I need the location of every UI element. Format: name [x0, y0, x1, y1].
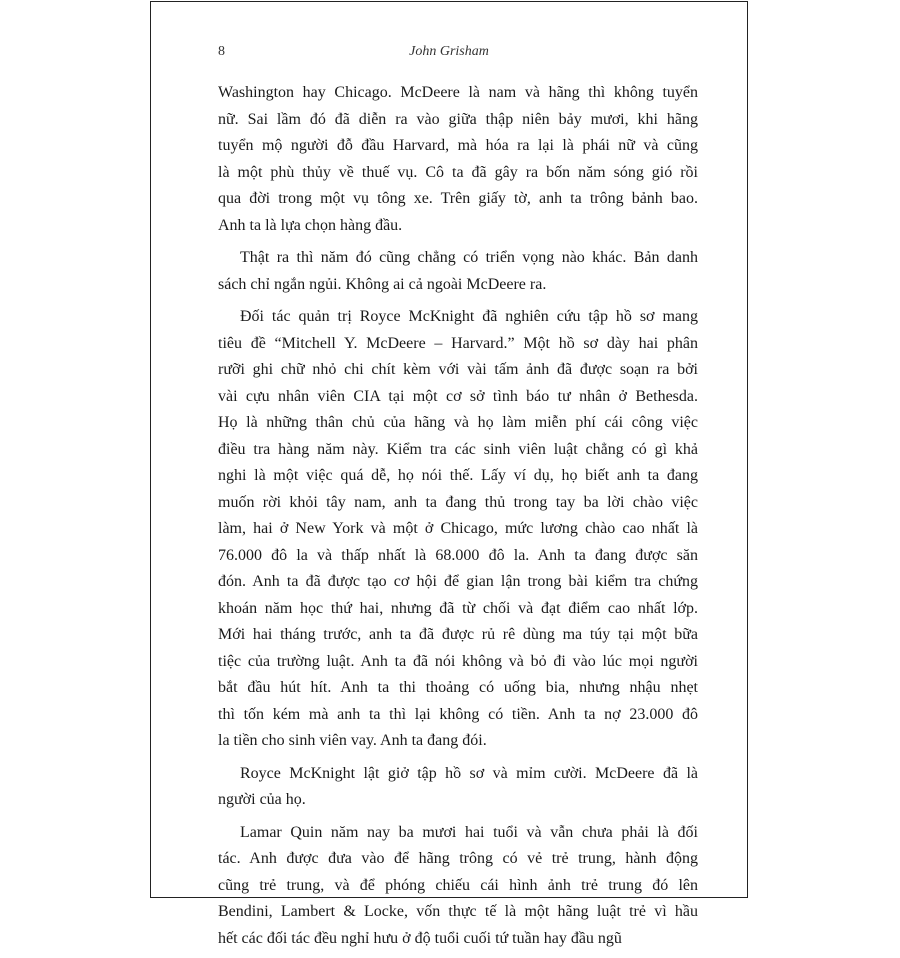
text-line: Đối tác quản trị Royce McKnight đã nghiên cứu tập hồ sơ mang — [240, 308, 698, 325]
paragraph — [218, 80, 698, 239]
text-line: thì tốn kém mà anh ta thì lại không có tiền. Anh ta nợ 23.000 đô — [218, 705, 698, 723]
text-line: nghi là một việc quá dễ, họ nói thế. Lấy ví dụ, họ biết anh ta đang — [218, 467, 698, 484]
book-author: John Grisham — [409, 44, 489, 59]
text-line: tiêu đề “Mitchell Y. McDeere – Harvard.” Một hồ sơ dày hai phân — [218, 334, 698, 352]
text-line: là một phù thủy về thuế vụ. Cô ta đã gây ra bốn năm sóng gió rồi — [218, 163, 698, 181]
text-line: Họ là những thân chủ của hãng và họ làm miễn phí cái công việc — [218, 414, 698, 431]
text-line: la tiền cho sinh viên vay. Anh ta đang đói. — [218, 732, 487, 749]
text-line: sách chỉ ngắn ngủi. Không ai cả ngoài McDeere ra. — [218, 275, 547, 293]
text-line: Thật ra thì năm đó cũng chẳng có triển vọng nào khác. Bản danh — [240, 249, 698, 266]
text-line: làm, hai ở New York và một ở Chicago, mức lương chào cao nhất là — [218, 520, 698, 537]
text-line: đón. Anh ta đã được tạo cơ hội để gian lận trong bài kiểm tra chứng — [218, 573, 698, 590]
text-line: Washington hay Chicago. McDeere là nam và hãng thì không tuyển — [218, 84, 698, 101]
text-line: tác. Anh được đưa vào để hãng trông có vẻ trẻ trung, hành động — [218, 850, 698, 867]
text-line: bắt đầu hút hít. Anh ta thi thoảng có uống bia, nhưng nhậu nhẹt — [218, 679, 698, 696]
text-line: người của họ. — [218, 791, 306, 808]
text-line: Mới hai tháng trước, anh ta đã được rủ rê dùng ma túy tại một bữa — [218, 626, 698, 643]
running-head — [218, 44, 680, 64]
text-line: tiệc của trường luật. Anh ta đã nói không và bỏ đi vào lúc mọi người — [218, 652, 698, 670]
text-line: nữ. Sai lầm đó đã diễn ra vào giữa thập niên bảy mươi, khi hãng — [218, 110, 698, 128]
text-line: 76.000 đô la và thấp nhất là 68.000 đô la. Anh ta đang được săn — [218, 546, 698, 564]
paragraph — [218, 820, 698, 953]
text-line: khoán năm học thứ hai, nhưng đã từ chối và đạt điểm cao nhất lớp. — [218, 599, 698, 617]
book-page — [150, 1, 748, 947]
text-line: vài cựu nhân viên CIA tại một cơ sở tình báo tư nhân ở Bethesda. — [218, 387, 698, 405]
text-line: điều tra hàng năm này. Kiểm tra các sinh viên luật chẳng có gì khả — [218, 440, 698, 458]
text-line: rưỡi ghi chữ nhỏ chi chít kèm với vài tấm ảnh đã được soạn ra bởi — [218, 361, 698, 378]
text-line: cũng trẻ trung, và để phóng chiếu cái hình ảnh trẻ trung đó lên — [218, 876, 698, 894]
text-line: Bendini, Lambert & Locke, vốn thực tế là một hãng luật trẻ vì hầu — [218, 903, 698, 920]
text-line: qua đời trong một vụ tông xe. Trên giấy tờ, anh ta trông bảnh bao. — [218, 190, 698, 207]
paragraph — [218, 304, 698, 755]
paragraph — [218, 761, 698, 814]
text-line: muốn rời khỏi tây nam, anh ta đang thủ trong tay ba lời chào việc — [218, 493, 698, 511]
paragraph — [218, 245, 698, 298]
text-line: hết các đối tác đều nghỉ hưu ở độ tuổi cuối tứ tuần hay đầu ngũ — [218, 929, 622, 947]
text-line: Anh ta là lựa chọn hàng đầu. — [218, 216, 403, 234]
page-number: 8 — [218, 44, 225, 59]
text-line: Lamar Quin năm nay ba mươi hai tuổi và vẫn chưa phải là đối — [240, 823, 698, 841]
body-text — [218, 80, 698, 958]
text-line: Royce McKnight lật giở tập hồ sơ và mỉm cười. McDeere đã là — [240, 764, 698, 782]
text-line: tuyển mộ người đỗ đầu Harvard, mà hóa ra lại là phái nữ và cũng — [218, 137, 698, 154]
